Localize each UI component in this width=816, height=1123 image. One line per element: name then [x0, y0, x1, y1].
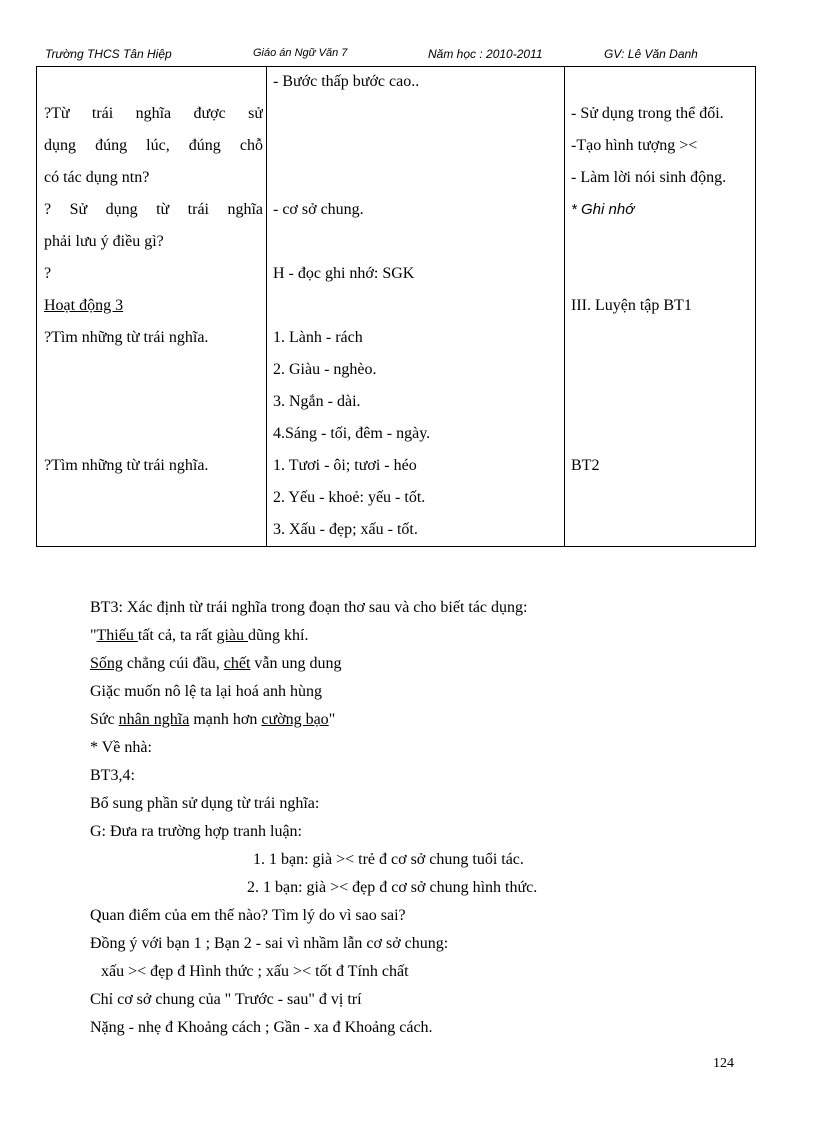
question-text: ? Sử dụng từ trái nghĩa: [44, 201, 263, 218]
answer-item: 3. Xấu - đẹp; xấu - tốt.: [273, 521, 418, 538]
question-text: ?Từ trái nghĩa được sử: [44, 105, 263, 122]
body-line: Quan điểm của em thế nào? Tìm lý do vì sao sai?: [90, 907, 406, 924]
body-line: Đồng ý với bạn 1 ; Bạn 2 - sai vì nhầm lẫn cơ sở chung:: [90, 935, 449, 952]
homework-heading: * Về nhà:: [90, 739, 152, 756]
table-cell-text: - Làm lời nói sinh động.: [571, 169, 727, 186]
poem-line: Sức nhân nghĩa mạnh hơn cường bạo": [90, 711, 336, 728]
header-school: Trường THCS Tân Hiệp: [45, 47, 172, 61]
header-lesson-plan: Giáo án Ngữ Văn 7: [253, 47, 348, 59]
underlined-word: chết: [223, 655, 251, 672]
question-text: ?: [44, 265, 52, 282]
answer-item: 4.Sáng - tối, đêm - ngày.: [273, 425, 431, 442]
bt3-instruction: BT3: Xác định từ trái nghĩa trong đoạn thơ sau và cho biết tác dụng:: [90, 599, 528, 616]
question-text: dụng đúng lúc, đúng chỗ: [44, 137, 263, 154]
table-row: [37, 290, 756, 322]
ghi-nho-note: * Ghi nhớ: [571, 201, 635, 218]
underlined-word: Sống: [90, 655, 123, 672]
lesson-body: [90, 594, 750, 1042]
answer-item: 2. Yếu - khoẻ: yếu - tốt.: [273, 489, 426, 506]
underlined-word: cường bạo: [261, 711, 329, 728]
underlined-word: nhân nghĩa: [118, 711, 190, 728]
answer-item: 2. Giàu - nghèo.: [273, 361, 377, 378]
table-cell-text: - cơ sở chung.: [273, 201, 364, 218]
table-cell-text: -Tạo hình tượng ><: [571, 137, 698, 154]
table-cell-text: H - đọc ghi nhớ: SGK: [273, 265, 415, 282]
poem-line: Giặc muốn nô lệ ta lại hoá anh hùng: [90, 683, 322, 700]
body-line: G: Đưa ra trường hợp tranh luận:: [90, 823, 302, 840]
header-teacher: GV: Lê Văn Danh: [604, 47, 698, 61]
table-row: [37, 322, 756, 450]
exercise-heading: III. Luyện tập BT1: [571, 297, 692, 314]
question-text: ?Tìm những từ trái nghĩa.: [44, 457, 209, 474]
question-text: phải lưu ý điều gì?: [44, 233, 164, 250]
page-number: 124: [713, 1056, 734, 1071]
case-item: 1. 1 bạn: già >< trẻ đ cơ sở chung tuổi tác.: [253, 851, 524, 868]
lesson-table: [36, 66, 756, 547]
underlined-word: giàu: [216, 627, 249, 644]
table-cell-text: - Bước thấp bước cao..: [273, 73, 420, 90]
question-text: có tác dụng ntn?: [44, 169, 150, 186]
case-item: 2. 1 bạn: già >< đẹp đ cơ sở chung hình thức.: [247, 879, 538, 896]
body-line: Chỉ cơ sở chung của " Trước - sau" đ vị trí: [90, 991, 362, 1008]
table-row: [37, 98, 756, 290]
table-cell-text: - Sử dụng trong thể đối.: [571, 105, 724, 122]
page-header: [0, 47, 816, 67]
answer-item: 1. Lành - rách: [273, 329, 363, 346]
body-line: Bổ sung phần sử dụng từ trái nghĩa:: [90, 795, 320, 812]
table-row: [37, 450, 756, 547]
poem-line: Sống chẳng cúi đầu, chết vẫn ung dung: [90, 655, 342, 672]
table-row: [37, 66, 756, 98]
question-text: ?Tìm những từ trái nghĩa.: [44, 329, 209, 346]
activity-heading: Hoạt động 3: [44, 297, 124, 314]
underlined-word: Thiếu: [96, 627, 138, 644]
homework-exercises: BT3,4:: [90, 767, 135, 784]
answer-item: 3. Ngắn - dài.: [273, 393, 361, 410]
body-line: Nặng - nhẹ đ Khoảng cách ; Gần - xa đ Khoảng cách.: [90, 1019, 433, 1036]
header-school-year: Năm học : 2010-2011: [428, 47, 543, 61]
answer-item: 1. Tươi - ôi; tươi - héo: [273, 457, 417, 474]
exercise-label: BT2: [571, 457, 600, 474]
poem-line: "Thiếu tất cả, ta rất giàu dũng khí.: [90, 627, 309, 644]
body-line: xấu >< đẹp đ Hình thức ; xấu >< tốt đ Tính chất: [101, 963, 409, 980]
